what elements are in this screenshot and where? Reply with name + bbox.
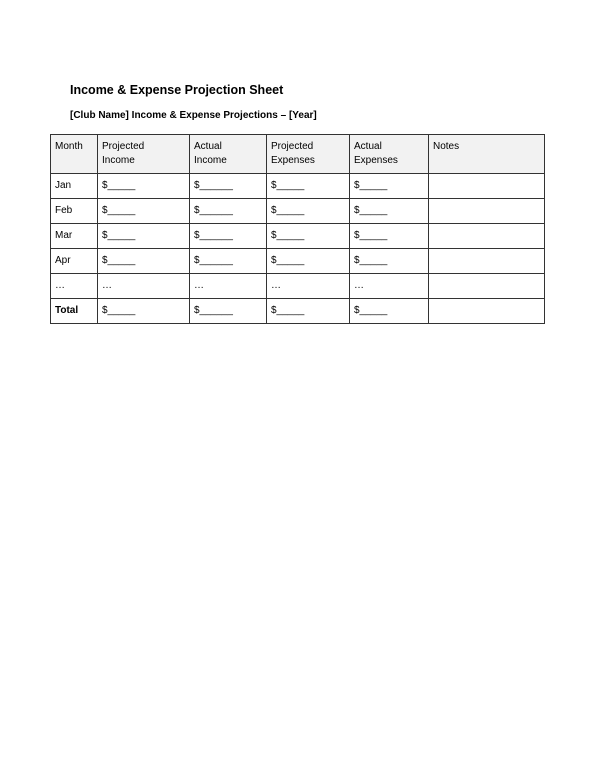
total-label-cell: Total bbox=[51, 299, 98, 324]
month-cell: Apr bbox=[51, 249, 98, 274]
header-month-line-1: Month bbox=[55, 141, 83, 152]
notes-cell[interactable] bbox=[429, 174, 545, 199]
header-notes-line-1: Notes bbox=[433, 141, 460, 152]
actual-income-cell[interactable]: $______ bbox=[190, 249, 267, 274]
projection-table bbox=[50, 134, 545, 324]
table-row bbox=[51, 249, 545, 274]
notes-cell[interactable] bbox=[429, 299, 545, 324]
projected-income-cell[interactable]: $_____ bbox=[98, 174, 190, 199]
actual-expenses-cell[interactable]: $_____ bbox=[350, 199, 429, 224]
projected-expenses-cell[interactable]: $_____ bbox=[267, 199, 350, 224]
header-projected-expenses-line-1: Projected bbox=[271, 141, 314, 152]
projected-income-cell[interactable]: $_____ bbox=[98, 199, 190, 224]
header-month bbox=[51, 135, 98, 174]
projected-income-cell[interactable]: $_____ bbox=[98, 224, 190, 249]
actual-expenses-cell[interactable]: $_____ bbox=[350, 174, 429, 199]
month-cell: Feb bbox=[51, 199, 98, 224]
header-projected-income-line-2: Income bbox=[102, 155, 135, 166]
projected-income-cell[interactable]: … bbox=[98, 274, 190, 299]
header-projected-expenses bbox=[267, 135, 350, 174]
table-row-total bbox=[51, 299, 545, 324]
header-projected-income-line-1: Projected bbox=[102, 141, 145, 152]
projected-expenses-cell[interactable]: … bbox=[267, 274, 350, 299]
actual-expenses-cell[interactable]: $_____ bbox=[350, 224, 429, 249]
projected-expenses-cell[interactable]: $_____ bbox=[267, 249, 350, 274]
header-actual-expenses-line-1: Actual bbox=[354, 141, 382, 152]
projected-expenses-cell[interactable]: $_____ bbox=[267, 224, 350, 249]
table-row bbox=[51, 274, 545, 299]
page-title: Income & Expense Projection Sheet bbox=[70, 83, 284, 97]
table-row bbox=[51, 199, 545, 224]
actual-income-cell[interactable]: $______ bbox=[190, 299, 267, 324]
header-actual-income-line-2: Income bbox=[194, 155, 227, 166]
table-row bbox=[51, 174, 545, 199]
month-cell: … bbox=[51, 274, 98, 299]
actual-expenses-cell[interactable]: $_____ bbox=[350, 249, 429, 274]
actual-income-cell[interactable]: $______ bbox=[190, 199, 267, 224]
actual-income-cell[interactable]: $______ bbox=[190, 174, 267, 199]
actual-expenses-cell[interactable]: $_____ bbox=[350, 299, 429, 324]
month-cell: Jan bbox=[51, 174, 98, 199]
notes-cell[interactable] bbox=[429, 249, 545, 274]
header-projected-expenses-line-2: Expenses bbox=[271, 155, 315, 166]
projected-income-cell[interactable]: $_____ bbox=[98, 249, 190, 274]
actual-income-cell[interactable]: $______ bbox=[190, 224, 267, 249]
actual-income-cell[interactable]: … bbox=[190, 274, 267, 299]
projected-expenses-cell[interactable]: $_____ bbox=[267, 299, 350, 324]
header-notes bbox=[429, 135, 545, 174]
projected-expenses-cell[interactable]: $_____ bbox=[267, 174, 350, 199]
header-actual-expenses-line-2: Expenses bbox=[354, 155, 398, 166]
table-header-row bbox=[51, 135, 545, 174]
header-actual-income-line-1: Actual bbox=[194, 141, 222, 152]
notes-cell[interactable] bbox=[429, 274, 545, 299]
notes-cell[interactable] bbox=[429, 224, 545, 249]
header-actual-income bbox=[190, 135, 267, 174]
actual-expenses-cell[interactable]: … bbox=[350, 274, 429, 299]
month-cell: Mar bbox=[51, 224, 98, 249]
table-row bbox=[51, 224, 545, 249]
projected-income-cell[interactable]: $_____ bbox=[98, 299, 190, 324]
header-actual-expenses bbox=[350, 135, 429, 174]
header-projected-income bbox=[98, 135, 190, 174]
notes-cell[interactable] bbox=[429, 199, 545, 224]
table-caption: [Club Name] Income & Expense Projections – [Year] bbox=[70, 110, 317, 121]
